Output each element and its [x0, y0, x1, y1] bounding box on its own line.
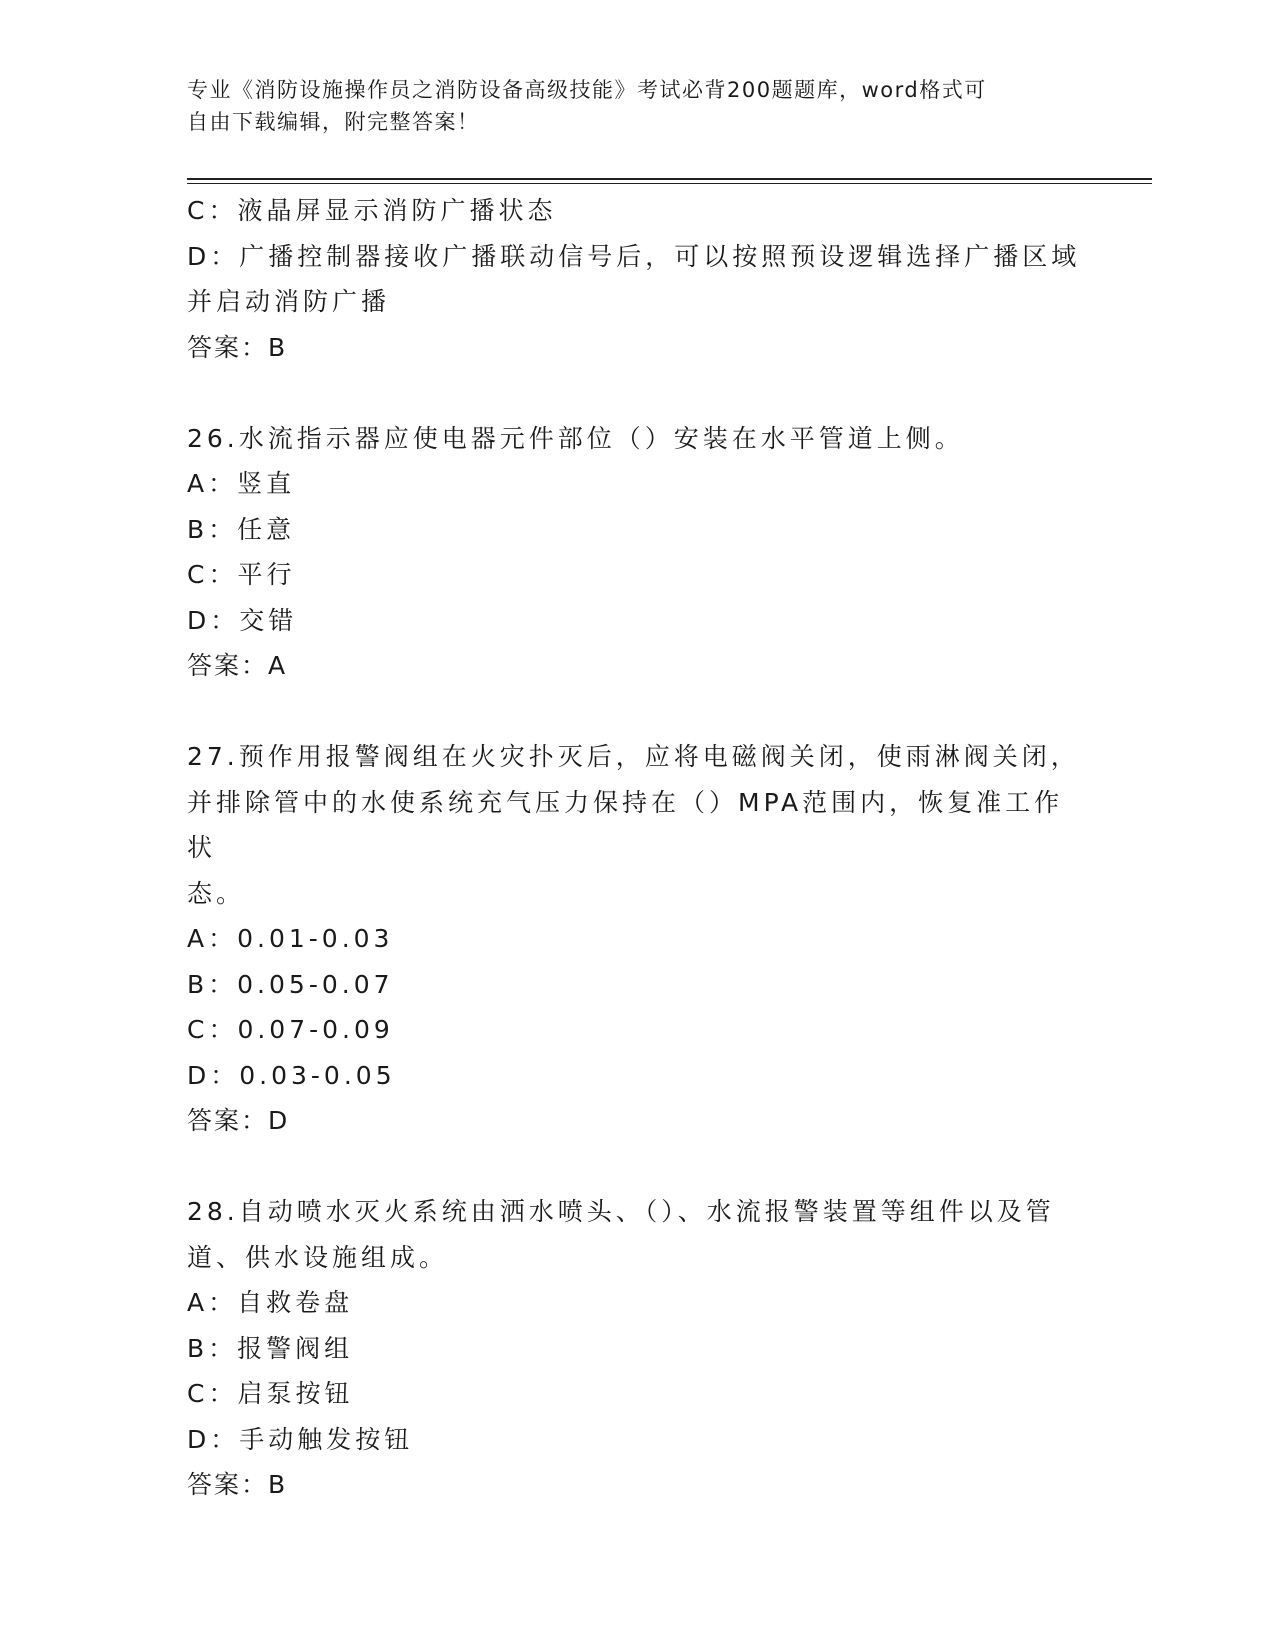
option-b: B：任意 [187, 514, 296, 544]
answer: 答案：B [187, 332, 288, 362]
question-stem-continued: 态。 [187, 878, 246, 908]
answer: 答案：B [187, 1470, 288, 1499]
spacer [187, 1144, 1087, 1190]
header-line-1: 专业《消防设施操作员之消防设备高级技能》考试必背200题题库，word格式可 [187, 78, 987, 102]
question-28 [187, 1189, 1087, 1508]
option-c: C：0.07-0.09 [187, 1015, 394, 1044]
option-d-continued: 并启动消防广播 [187, 287, 391, 316]
header-line-2: 自由下载编辑，附完整答案！ [187, 110, 480, 134]
question-stem: 28.自动喷水灭火系统由洒水喷头、（）、水流报警装置等组件以及管 [187, 1197, 1055, 1226]
option-d: D：交错 [187, 605, 298, 635]
question-27 [187, 734, 1087, 1144]
option-c: C：启泵按钮 [187, 1379, 354, 1408]
option-c: C：液晶屏显示消防广播状态 [187, 196, 557, 225]
header-rule-thick [187, 178, 1152, 180]
option-b: B：报警阀组 [187, 1333, 354, 1363]
question-26 [187, 416, 1087, 689]
answer: 答案：A [187, 651, 288, 680]
option-d: D：手动触发按钮 [187, 1424, 414, 1454]
question-25-continued [187, 188, 1087, 370]
question-stem: 26.水流指示器应使电器元件部位（）安装在水平管道上侧。 [187, 423, 964, 453]
question-stem-continued: 道、供水设施组成。 [187, 1242, 449, 1272]
question-stem: 27.预作用报警阀组在火灾扑灭后，应将电磁阀关闭，使雨淋阀关闭， [187, 742, 1080, 771]
question-content [187, 188, 1087, 1508]
option-a: A：0.01-0.03 [187, 924, 394, 953]
option-d: D：广播控制器接收广播联动信号后，可以按照预设逻辑选择广播区域 [187, 241, 1081, 271]
option-b: B：0.05-0.07 [187, 969, 394, 999]
option-c: C：平行 [187, 560, 296, 589]
answer: 答案：D [187, 1106, 290, 1135]
question-stem-continued: 并排除管中的水使系统充气压力保持在（）MPA范围内，恢复准工作状 [187, 787, 1064, 862]
spacer [187, 370, 1087, 416]
header-rule-thin [187, 183, 1152, 184]
option-a: A：自救卷盘 [187, 1288, 354, 1317]
option-d: D：0.03-0.05 [187, 1060, 396, 1090]
document-header [187, 74, 1067, 138]
option-a: A：竖直 [187, 469, 296, 498]
spacer [187, 689, 1087, 735]
